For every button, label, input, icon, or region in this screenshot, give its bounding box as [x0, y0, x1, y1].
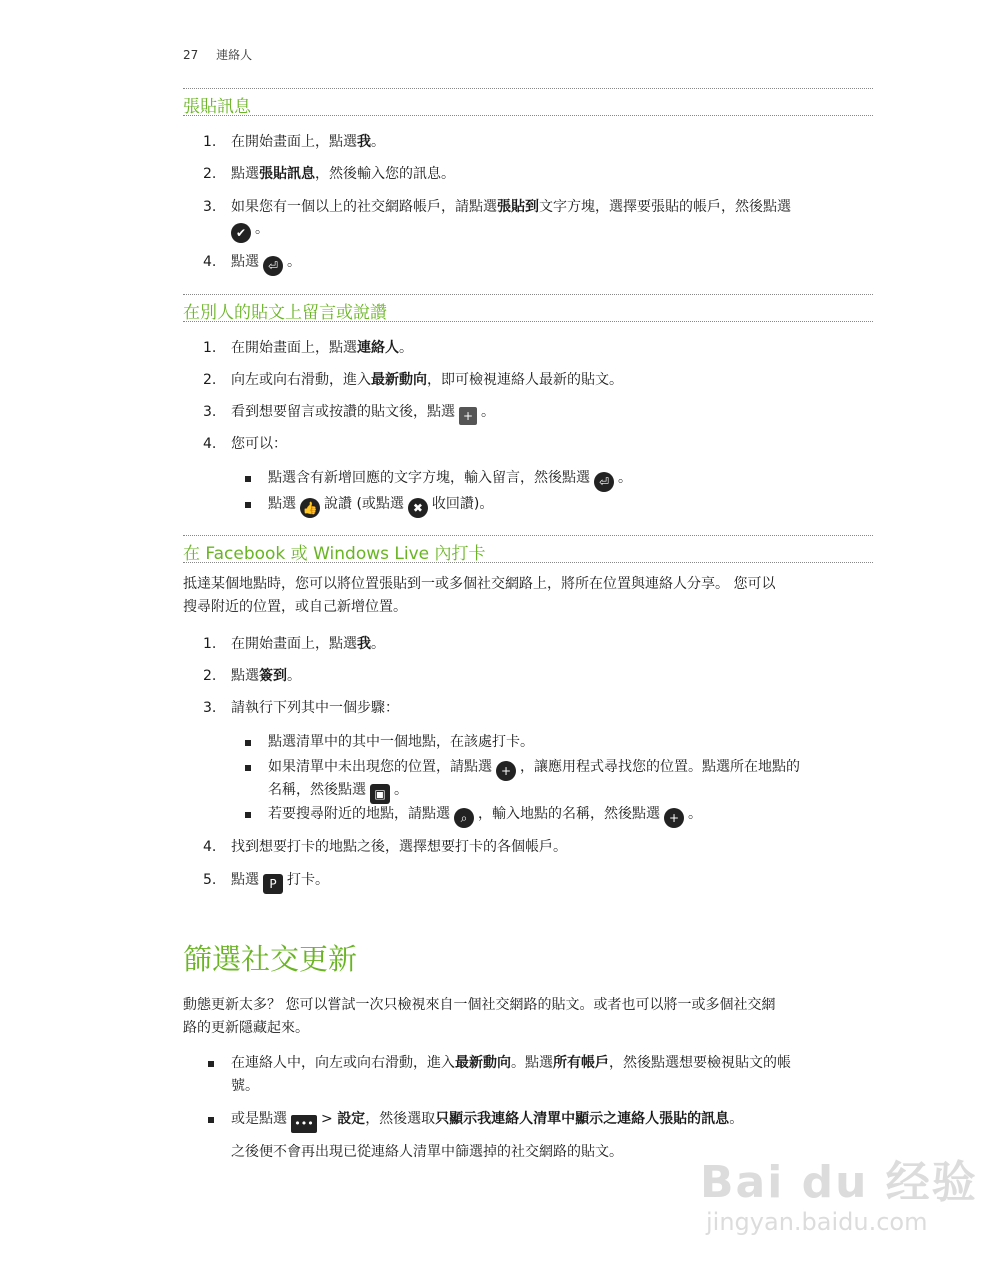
add-place-icon: + — [664, 808, 684, 828]
section-divider — [183, 88, 873, 89]
section-title-post-message: 張貼訊息 — [183, 97, 251, 117]
checkin-icon: P — [263, 874, 283, 894]
unlike-icon: ✖ — [408, 498, 428, 518]
section-divider — [183, 321, 873, 322]
send-icon: ⏎ — [594, 472, 614, 492]
add-comment-icon: + — [459, 407, 477, 425]
section-title-checkin: 在 Facebook 或 Windows Live 內打卡 — [183, 544, 486, 564]
send-icon: ⏎ — [263, 256, 283, 276]
paragraph-line: 動態更新太多？ 您可以嘗試一次只檢視來自一個社交網路的貼文。或者也可以將一或多個社交網 — [183, 997, 776, 1013]
watermark-url: jingyan.baidu.com — [706, 1208, 928, 1236]
section-title-comment-like: 在別人的貼文上留言或說讚 — [183, 303, 387, 323]
section-divider — [183, 562, 873, 563]
paragraph-line: 路的更新隱藏起來。 — [183, 1020, 309, 1036]
save-icon: ▣ — [370, 784, 390, 804]
chapter-heading-filter: 篩選社交更新 — [183, 942, 358, 976]
check-icon: ✔ — [231, 223, 251, 243]
section-divider — [183, 115, 873, 116]
page-header — [183, 46, 252, 63]
search-icon: ⌕ — [454, 808, 474, 828]
chapter-title: 連絡人 — [216, 48, 253, 62]
section-divider — [183, 535, 873, 536]
add-place-icon: + — [496, 761, 516, 781]
paragraph-line: 抵達某個地點時，您可以將位置張貼到一或多個社交網路上，將所在位置與連絡人分享。 您可以 — [183, 576, 776, 592]
watermark-logo: Bai du 经验 — [700, 1157, 978, 1208]
more-icon: ••• — [291, 1115, 317, 1133]
like-icon: 👍 — [300, 498, 320, 518]
page-number: 27 — [183, 48, 199, 62]
paragraph-line: 搜尋附近的位置，或自己新增位置。 — [183, 599, 407, 615]
section-divider — [183, 294, 873, 295]
